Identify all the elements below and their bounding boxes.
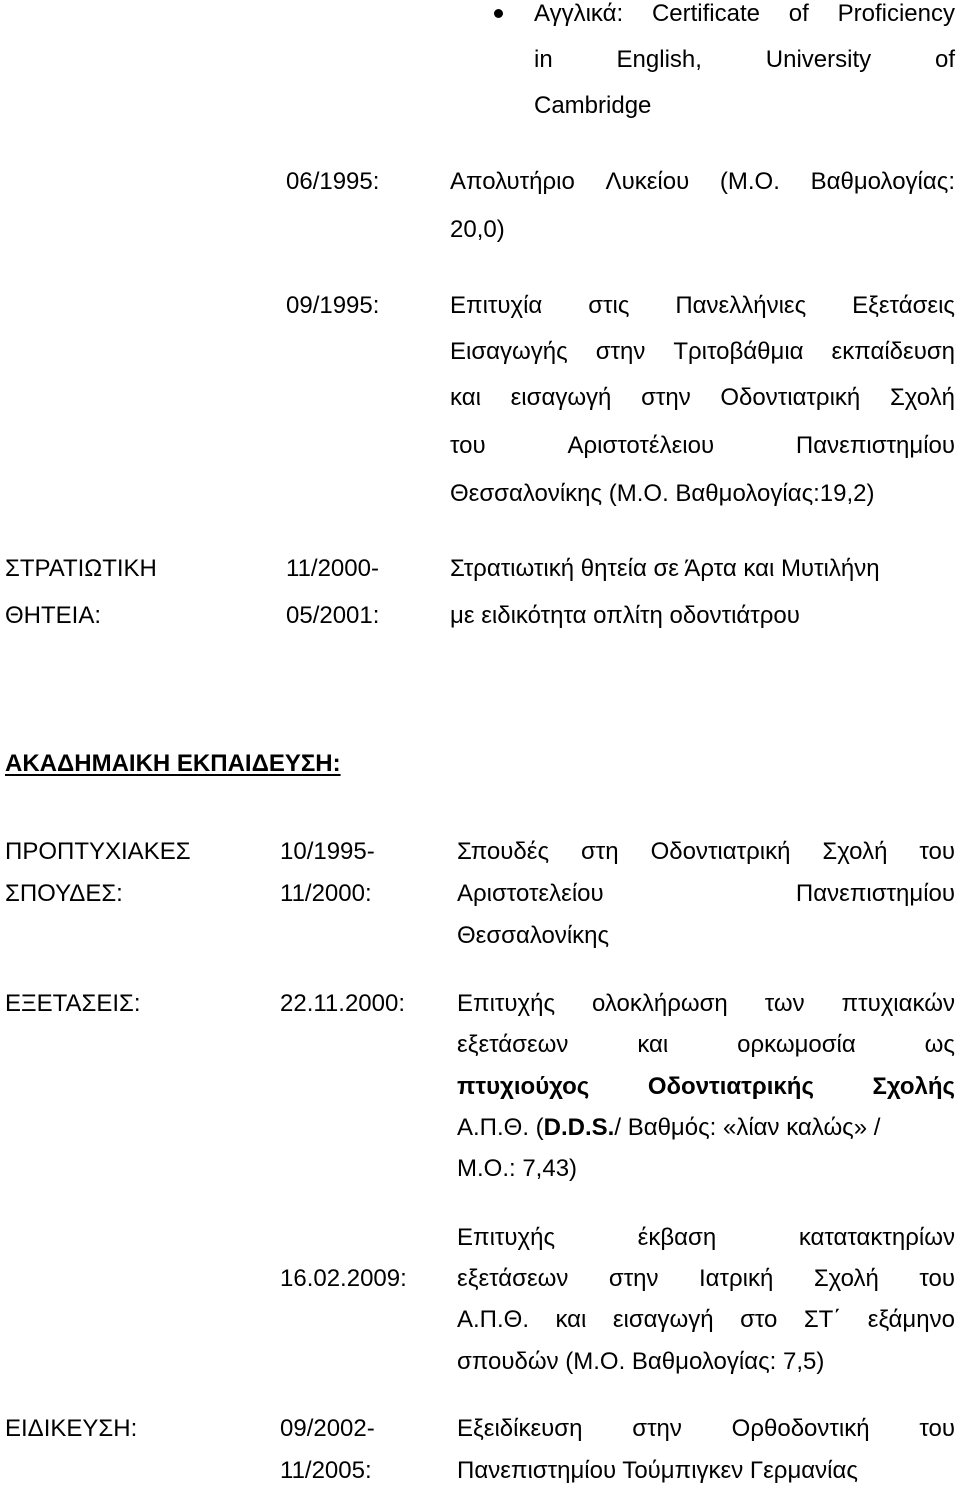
bullet-icon bbox=[494, 9, 503, 18]
military-line-2: με ειδικότητα οπλίτη οδοντιάτρου bbox=[450, 602, 800, 629]
word: Πανελλήνιες bbox=[675, 292, 807, 319]
undergrad-date-2: 11/2000: bbox=[280, 880, 372, 907]
military-date-1: 11/2000- bbox=[286, 555, 379, 582]
word: Α.Π.Θ. ( bbox=[457, 1114, 544, 1141]
word: in bbox=[534, 46, 553, 73]
word: Proficiency bbox=[837, 0, 955, 27]
specialty-line-1 bbox=[457, 1417, 955, 1441]
specialty-date-2: 11/2005: bbox=[280, 1457, 372, 1484]
word: Πανεπιστημίου bbox=[795, 880, 955, 907]
word: Σχολή bbox=[889, 384, 955, 411]
exams-bold-line bbox=[457, 1075, 955, 1099]
school-2-line-4 bbox=[450, 434, 955, 458]
school-2-line-3 bbox=[450, 386, 955, 410]
word: of bbox=[934, 46, 955, 73]
military-line-1: Στρατιωτική θητεία σε Άρτα και Μυτιλήνη bbox=[450, 555, 880, 582]
word: Σχολής bbox=[872, 1073, 955, 1100]
word: Αγγλικά: bbox=[534, 0, 624, 27]
exams-mo-line: Μ.Ο.: 7,43) bbox=[457, 1155, 578, 1182]
word: ΣΤ΄ bbox=[803, 1306, 842, 1333]
word: Εξετάσεις bbox=[852, 292, 955, 319]
word: English, bbox=[616, 46, 702, 73]
word: Αριστοτέλειου bbox=[567, 432, 715, 459]
word: εξετάσεων bbox=[457, 1265, 569, 1292]
word: στην bbox=[595, 338, 646, 365]
word: Ιατρική bbox=[699, 1265, 774, 1292]
school-2-line-5: Θεσσαλονίκης (Μ.Ο. Βαθμολογίας:19,2) bbox=[450, 480, 875, 507]
word: στη bbox=[580, 838, 619, 865]
military-label-2: ΘΗΤΕΙΑ: bbox=[5, 602, 102, 629]
word: πτυχιούχος bbox=[457, 1073, 590, 1100]
word: εισαγωγή bbox=[612, 1306, 714, 1333]
word: εισαγωγή bbox=[510, 384, 612, 411]
dds-text: D.D.S. bbox=[543, 1114, 615, 1141]
undergrad-label-1: ΠΡΟΠΤΥΧΙΑΚΕΣ bbox=[5, 838, 191, 865]
school-date-1: 06/1995: bbox=[286, 168, 380, 195]
word: του bbox=[919, 1415, 955, 1442]
bullet-line-2 bbox=[534, 48, 955, 72]
word: Εξειδίκευση bbox=[457, 1415, 583, 1442]
undergrad-date-1: 10/1995- bbox=[280, 838, 375, 865]
word: (Μ.Ο. bbox=[719, 168, 780, 195]
word: Επιτυχία bbox=[450, 292, 543, 319]
word: Α.Π.Θ. bbox=[457, 1306, 530, 1333]
word: Πανεπιστημίου bbox=[795, 432, 955, 459]
exams-line-1 bbox=[457, 992, 955, 1016]
word: Οδοντιατρική bbox=[720, 384, 861, 411]
word: of bbox=[788, 0, 809, 27]
word: ολοκλήρωση bbox=[591, 990, 728, 1017]
undergrad-line-3: Θεσσαλονίκης bbox=[457, 922, 610, 949]
undergrad-line-1 bbox=[457, 840, 955, 864]
exams-line-2 bbox=[457, 1033, 955, 1057]
word: έκβαση bbox=[637, 1224, 717, 1251]
specialty-label: ΕΙΔΙΚΕΥΣΗ: bbox=[5, 1415, 138, 1442]
word: / Βαθμός: «λίαν καλώς» / bbox=[614, 1114, 881, 1141]
word: Οδοντιατρική bbox=[650, 838, 791, 865]
exams2-line-2 bbox=[457, 1267, 955, 1291]
word: Απολυτήριο bbox=[450, 168, 575, 195]
word: εκπαίδευση bbox=[831, 338, 955, 365]
word: και bbox=[450, 384, 481, 411]
word: πτυχιακών bbox=[841, 990, 955, 1017]
word: στην bbox=[608, 1265, 659, 1292]
word: ως bbox=[924, 1031, 955, 1058]
military-date-2: 05/2001: bbox=[286, 602, 380, 629]
exams2-line-1 bbox=[457, 1226, 955, 1250]
word: και bbox=[637, 1031, 669, 1058]
word: και bbox=[555, 1306, 587, 1333]
school-2-line-1 bbox=[450, 294, 955, 318]
word: Σχολή bbox=[813, 1265, 879, 1292]
word: Certificate bbox=[651, 0, 760, 27]
undergrad-line-2 bbox=[457, 882, 955, 906]
word: Επιτυχής bbox=[457, 990, 556, 1017]
exams-date-2: 16.02.2009: bbox=[280, 1265, 407, 1292]
word: Οδοντιατρικής bbox=[647, 1073, 814, 1100]
word: του bbox=[919, 838, 955, 865]
specialty-line-2: Πανεπιστημίου Τούμπιγκεν Γερμανίας bbox=[457, 1457, 858, 1484]
undergrad-label-2: ΣΠΟΥΔΕΣ: bbox=[5, 880, 123, 907]
word: Ορθοδοντική bbox=[731, 1415, 870, 1442]
word: Σχολή bbox=[822, 838, 888, 865]
specialty-date-1: 09/2002- bbox=[280, 1415, 375, 1442]
word: των bbox=[764, 990, 805, 1017]
word: Επιτυχής bbox=[457, 1224, 556, 1251]
military-label-1: ΣΤΡΑΤΙΩΤΙΚΗ bbox=[5, 555, 157, 582]
word: Βαθμολογίας: bbox=[810, 168, 955, 195]
word: εξετάσεων bbox=[457, 1031, 569, 1058]
word: κατατακτηρίων bbox=[798, 1224, 955, 1251]
bullet-line-1 bbox=[534, 2, 955, 26]
exams-label: ΕΞΕΤΑΣΕΙΣ: bbox=[5, 990, 141, 1017]
school-2-line-2 bbox=[450, 340, 955, 364]
word: Τριτοβάθμια bbox=[673, 338, 804, 365]
school-date-2: 09/1995: bbox=[286, 292, 380, 319]
section-heading: ΑΚΑΔΗΜΑΙΚΗ ΕΚΠΑΙΔΕΥΣΗ: bbox=[5, 750, 341, 777]
exams-grade-line bbox=[457, 1116, 880, 1140]
exams2-line-4: σπουδών (Μ.Ο. Βαθμολογίας: 7,5) bbox=[457, 1348, 825, 1375]
word: του bbox=[919, 1265, 955, 1292]
word: ορκωμοσία bbox=[737, 1031, 856, 1058]
word: University bbox=[765, 46, 872, 73]
word: στην bbox=[641, 384, 691, 411]
exams-date-1: 22.11.2000: bbox=[280, 990, 406, 1017]
word: στις bbox=[588, 292, 630, 319]
word: στο bbox=[740, 1306, 778, 1333]
bullet-line-3: Cambridge bbox=[534, 92, 652, 119]
word: Εισαγωγής bbox=[450, 338, 568, 365]
word: στην bbox=[632, 1415, 682, 1442]
school-1-line-1 bbox=[450, 170, 955, 194]
exams2-line-3 bbox=[457, 1308, 955, 1332]
word: Σπουδές bbox=[457, 838, 550, 865]
word: του bbox=[450, 432, 486, 459]
word: εξάμηνο bbox=[867, 1306, 955, 1333]
word: Αριστοτελείου bbox=[457, 880, 604, 907]
school-1-line-2: 20,0) bbox=[450, 216, 505, 243]
word: Λυκείου bbox=[605, 168, 690, 195]
